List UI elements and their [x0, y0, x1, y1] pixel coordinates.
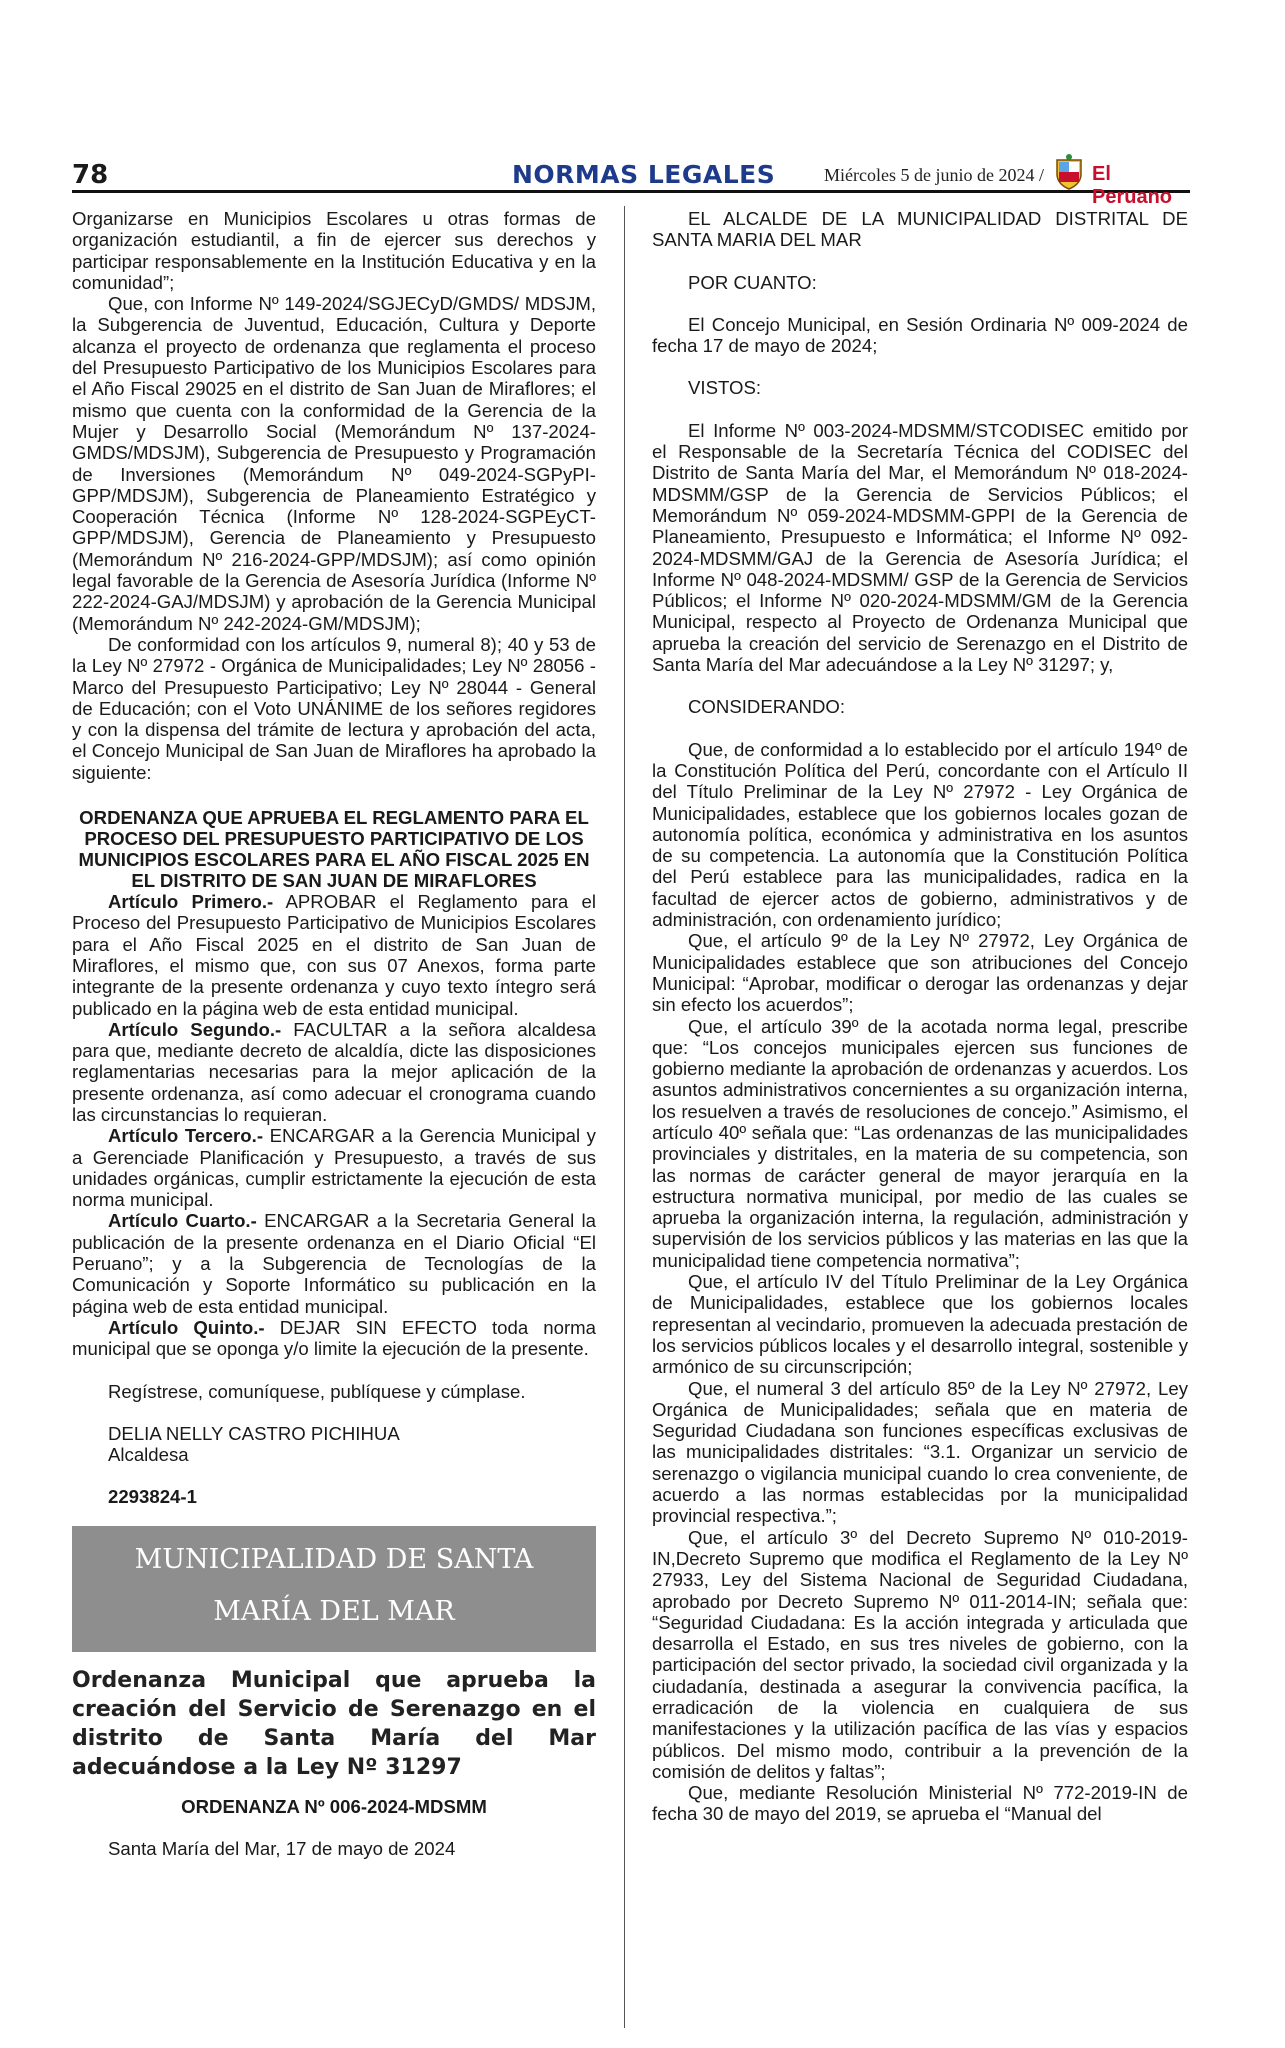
paragraph: Que, el artículo 9º de la Ley Nº 27972, Ley Orgánica de Municipalidades establece que son atribuciones del Concejo Municipal: “Aprobar, modificar o derogar las ordenanzas y dejar sin efecto los acuerdos”; [652, 930, 1188, 1016]
article-label: Artículo Tercero.- [108, 1125, 264, 1147]
paragraph: Que, el artículo 39º de la acotada norma legal, prescribe que: “Los concejos municipales ejercen sus funciones de gobierno mediante la aprobación de ordenanzas y acuerdos. Los asuntos administrativos concernientes a su organización interna, los resuelven a través de resoluciones de concejo.” Asimismo, el artículo 40º señala que: “Las ordenanzas de las municipalidades provinciales y distritales, en la materia de su competencia, son las normas de carácter general de mayor jerarquía en la estructura normativa municipal, por medio de las cuales se aprueba la organización interna, la regulación, administración y supervisión de los servicios públicos y las materias en las que la municipalidad tiene competencia normativa”; [652, 1015, 1188, 1271]
article-text: ENCARGAR a la Gerencia Municipal y a Gerenciade Planificación y Presupuesto, a través de sus unidades orgánicas, cumplir estrictamente la ejecución de esta norma municipal. [72, 1125, 596, 1211]
column-divider [624, 206, 625, 2028]
article-text: DEJAR SIN EFECTO toda norma municipal que se oponga y/o limite la ejecución de la presente. [72, 1316, 596, 1360]
article-text: APROBAR el Reglamento para el Proceso del Presupuesto Participativo de Municipios Escolares para el Año Fiscal 2025 en el distrito de San Juan de Miraflores, el mismo que, con sus 07 Anexos, forma parte integrante de la presente ordenanza y cuyo texto íntegro será publicado en la página web de esta entidad municipal. [72, 891, 596, 1019]
publication-code: 2293824-1 [108, 1486, 197, 1508]
paragraph: El Informe Nº 003-2024-MDSMM/STCODISEC emitido por el Responsable de la Secretaría Técnica del CODISEC del Distrito de Santa María del Mar, el Memorándum Nº 018-2024-MDSMM/GSP de la Gerencia de Servicios Públicos; el Memorándum Nº 059-2024-MDSMM-GPPI de la Gerencia de Planeamiento, Presupuesto e Informática; el Informe Nº 092-2024-MDSMM/GAJ de la Gerencia de Asesoría Jurídica; el Informe Nº 048-2024-MDSMM/ GSP de la Gerencia de Servicios Públicos; el Informe Nº 020-2024-MDSMM/GM de la Gerencia Municipal, respecto al Proyecto de Ordenanza Municipal que aprueba la creación del servicio de Serenazgo en el Distrito de Santa María del Mar adecuándose a la Ley Nº 31297; y, [652, 419, 1188, 676]
mayor-heading: EL ALCALDE DE LA MUNICIPALIDAD DISTRITAL DE SANTA MARIA DEL MAR [652, 208, 1188, 251]
page-header [72, 160, 1190, 208]
section-label: VISTOS: [688, 377, 762, 399]
article-text: FACULTAR a la señora alcaldesa para que, mediante decreto de alcaldía, dicte las disposiciones reglamentarias necesarias para la mejor aplicación de la presente ordenanza, así como adecuar el cronograma cuando las circunstancias lo requieran. [72, 1018, 596, 1125]
paragraph: De conformidad con los artículos 9, numeral 8); 40 y 53 de la Ley Nº 27972 - Orgánica de Municipalidades; Ley Nº 28056 - Marco del Presupuesto Participativo; Ley Nº 28044 - General de Educación; con el Voto UNÁNIME de los señores regidores y con la dispensa del trámite de lectura y aprobación del acta, el Concejo Municipal de San Juan de Miraflores ha aprobado la siguiente: [72, 633, 596, 783]
ordinance-title: Ordenanza Municipal que aprueba la creación del Servicio de Serenazgo en el distrito de Santa María del Mar adecuándose a la Ley Nº 31297 [72, 1667, 596, 1780]
paragraph: Que, mediante Resolución Ministerial Nº 772-2019-IN de fecha 30 de mayo del 2019, se aprueba el “Manual del [652, 1782, 1188, 1825]
article-1 [72, 891, 596, 1019]
section-label: CONSIDERANDO: [688, 696, 846, 718]
article-2 [72, 1019, 596, 1125]
peru-coat-of-arms-icon [1053, 154, 1085, 190]
banner-line: MUNICIPALIDAD DE SANTA [134, 1543, 534, 1575]
section-banner [72, 1526, 596, 1652]
article-label: Artículo Quinto.- [108, 1316, 265, 1338]
paragraph: Que, de conformidad a lo establecido por el artículo 194º de la Constitución Política del Perú, concordante con el Artículo II del Título Preliminar de la Ley Nº 27972 - Ley Orgánica de Municipalidades, establece que los gobiernos locales gozan de autonomía política, económica y administrativa en los asuntos de su competencia. La autonomía que la Constitución Política del Perú establece para las municipalidades, radica en la facultad de ejercer actos de gobierno, administrativos y de administración, con ordenamiento jurídico; [652, 738, 1188, 931]
place-date: Santa María del Mar, 17 de mayo de 2024 [108, 1838, 456, 1860]
brand-name: El Peruano [1092, 163, 1173, 208]
signer-role: Alcaldesa [108, 1444, 189, 1466]
section-label: POR CUANTO: [688, 271, 817, 293]
article-label: Artículo Cuarto.- [108, 1210, 257, 1232]
paragraph: Que, con Informe Nº 149-2024/SGJECyD/GMDS/ MDSJM, la Subgerencia de Juventud, Educación, Cultura y Deporte alcanza el proyecto de ordenanza que reglamenta el proceso del Presupuesto Participativo de los Municipios Escolares para el Año Fiscal 29025 en el distrito de San Juan de Miraflores; el mismo que cuenta con la conformidad de la Gerencia de la Mujer y Desarrollo Social (Memorándum Nº 137-2024-GMDS/MDSJM), Subgerencia de Presupuesto y Programación de Inversiones (Memorándum Nº 049-2024-SGPyPI-GPP/MDSJM), Subgerencia de Planeamiento Estratégico y Cooperación Técnica (Informe Nº 128-2024-SGPEyCT-GPP/MDSJM), Gerencia de Planeamiento y Presupuesto (Memorándum Nº 216-2024-GPP/MDSJM); así como opinión legal favorable de la Gerencia de Asesoría Jurídica (Informe Nº 222-2024-GAJ/MDSJM) y aprobación de la Gerencia Municipal (Memorándum Nº 242-2024-GM/MDSJM); [72, 293, 596, 634]
paragraph: Que, el artículo 3º del Decreto Supremo Nº 010-2019-IN,Decreto Supremo que modifica el Reglamento de la Ley Nº 27933, Ley del Sistema Nacional de Seguridad Ciudadana, aprobado por Decreto Supremo Nº 011-2014-IN; señala que: “Seguridad Ciudadana: Es la acción integrada y articulada que desarrolla el Estado, en sus tres niveles de gobierno, con la participación del sector privado, la sociedad civil organizada y la ciudadanía, destinada a asegurar la convivencia pacífica, la erradicación de la violencia en cualquiera de sus manifestaciones y la utilización pacífica de las vías y espacios públicos. Del mismo modo, contribuir a la prevención de la comisión de delitos y faltas”; [652, 1526, 1188, 1782]
right-column [652, 208, 1188, 1825]
left-column [72, 208, 596, 1859]
paragraph: Organizarse en Municipios Escolares u otras formas de organización estudiantil, a fin de ejercer sus derechos y participar responsablemente en la Institución Educativa y en la comunidad”; [72, 208, 596, 293]
page-number: 78 [72, 160, 109, 190]
paragraph: El Concejo Municipal, en Sesión Ordinaria Nº 009-2024 de fecha 17 de mayo de 2024; [652, 313, 1188, 357]
paragraph: Que, el artículo IV del Título Preliminar de la Ley Orgánica de Municipalidades, establece que los gobiernos locales representan al vecindario, promueven la adecuada prestación de los servicios públicos locales y el desarrollo integral, sostenible y armónico de su circunscripción; [652, 1271, 1188, 1378]
article-text: ENCARGAR a la Secretaria General la publicación de la presente ordenanza en el Diario Oficial “El Peruano”; y a la Subgerencia de Tecnologías de la Comunicación y Soporte Informático su publicación en la página web de esta entidad municipal. [72, 1210, 596, 1317]
signer-name: DELIA NELLY CASTRO PICHIHUA [108, 1422, 400, 1444]
article-label: Artículo Segundo.- [108, 1018, 282, 1040]
article-3 [72, 1125, 596, 1210]
publication-title: NORMAS LEGALES [512, 160, 776, 189]
article-4 [72, 1210, 596, 1316]
closing-formula: Regístrese, comuníquese, publíquese y cúmplase. [108, 1380, 526, 1402]
article-5 [72, 1317, 596, 1360]
paragraph: Que, el numeral 3 del artículo 85º de la Ley Nº 27972, Ley Orgánica de Municipalidades; señala que en materia de Seguridad Ciudadana son funciones específicas exclusivas de las municipalidades distritales: “3.1. Organizar un servicio de serenazgo o vigilancia municipal cuando lo crea conveniente, de acuerdo a las normas establecidas por la municipalidad provincial respectiva.”; [652, 1377, 1188, 1527]
banner-line: MARÍA DEL MAR [213, 1595, 455, 1627]
publication-date: Miércoles 5 de junio de 2024 / [824, 165, 1044, 185]
ordinance-heading: ORDENANZA QUE APRUEBA EL REGLAMENTO PARA EL PROCESO DEL PRESUPUESTO PARTICIPATIVO DE LOS MUNICIPIOS ESCOLARES PARA EL AÑO FISCAL 2025 EN EL DISTRITO DE SAN JUAN DE MIRAFLORES [78, 807, 590, 892]
article-label: Artículo Primero.- [108, 891, 274, 913]
ordinance-number: ORDENANZA Nº 006-2024-MDSMM [181, 1795, 487, 1817]
